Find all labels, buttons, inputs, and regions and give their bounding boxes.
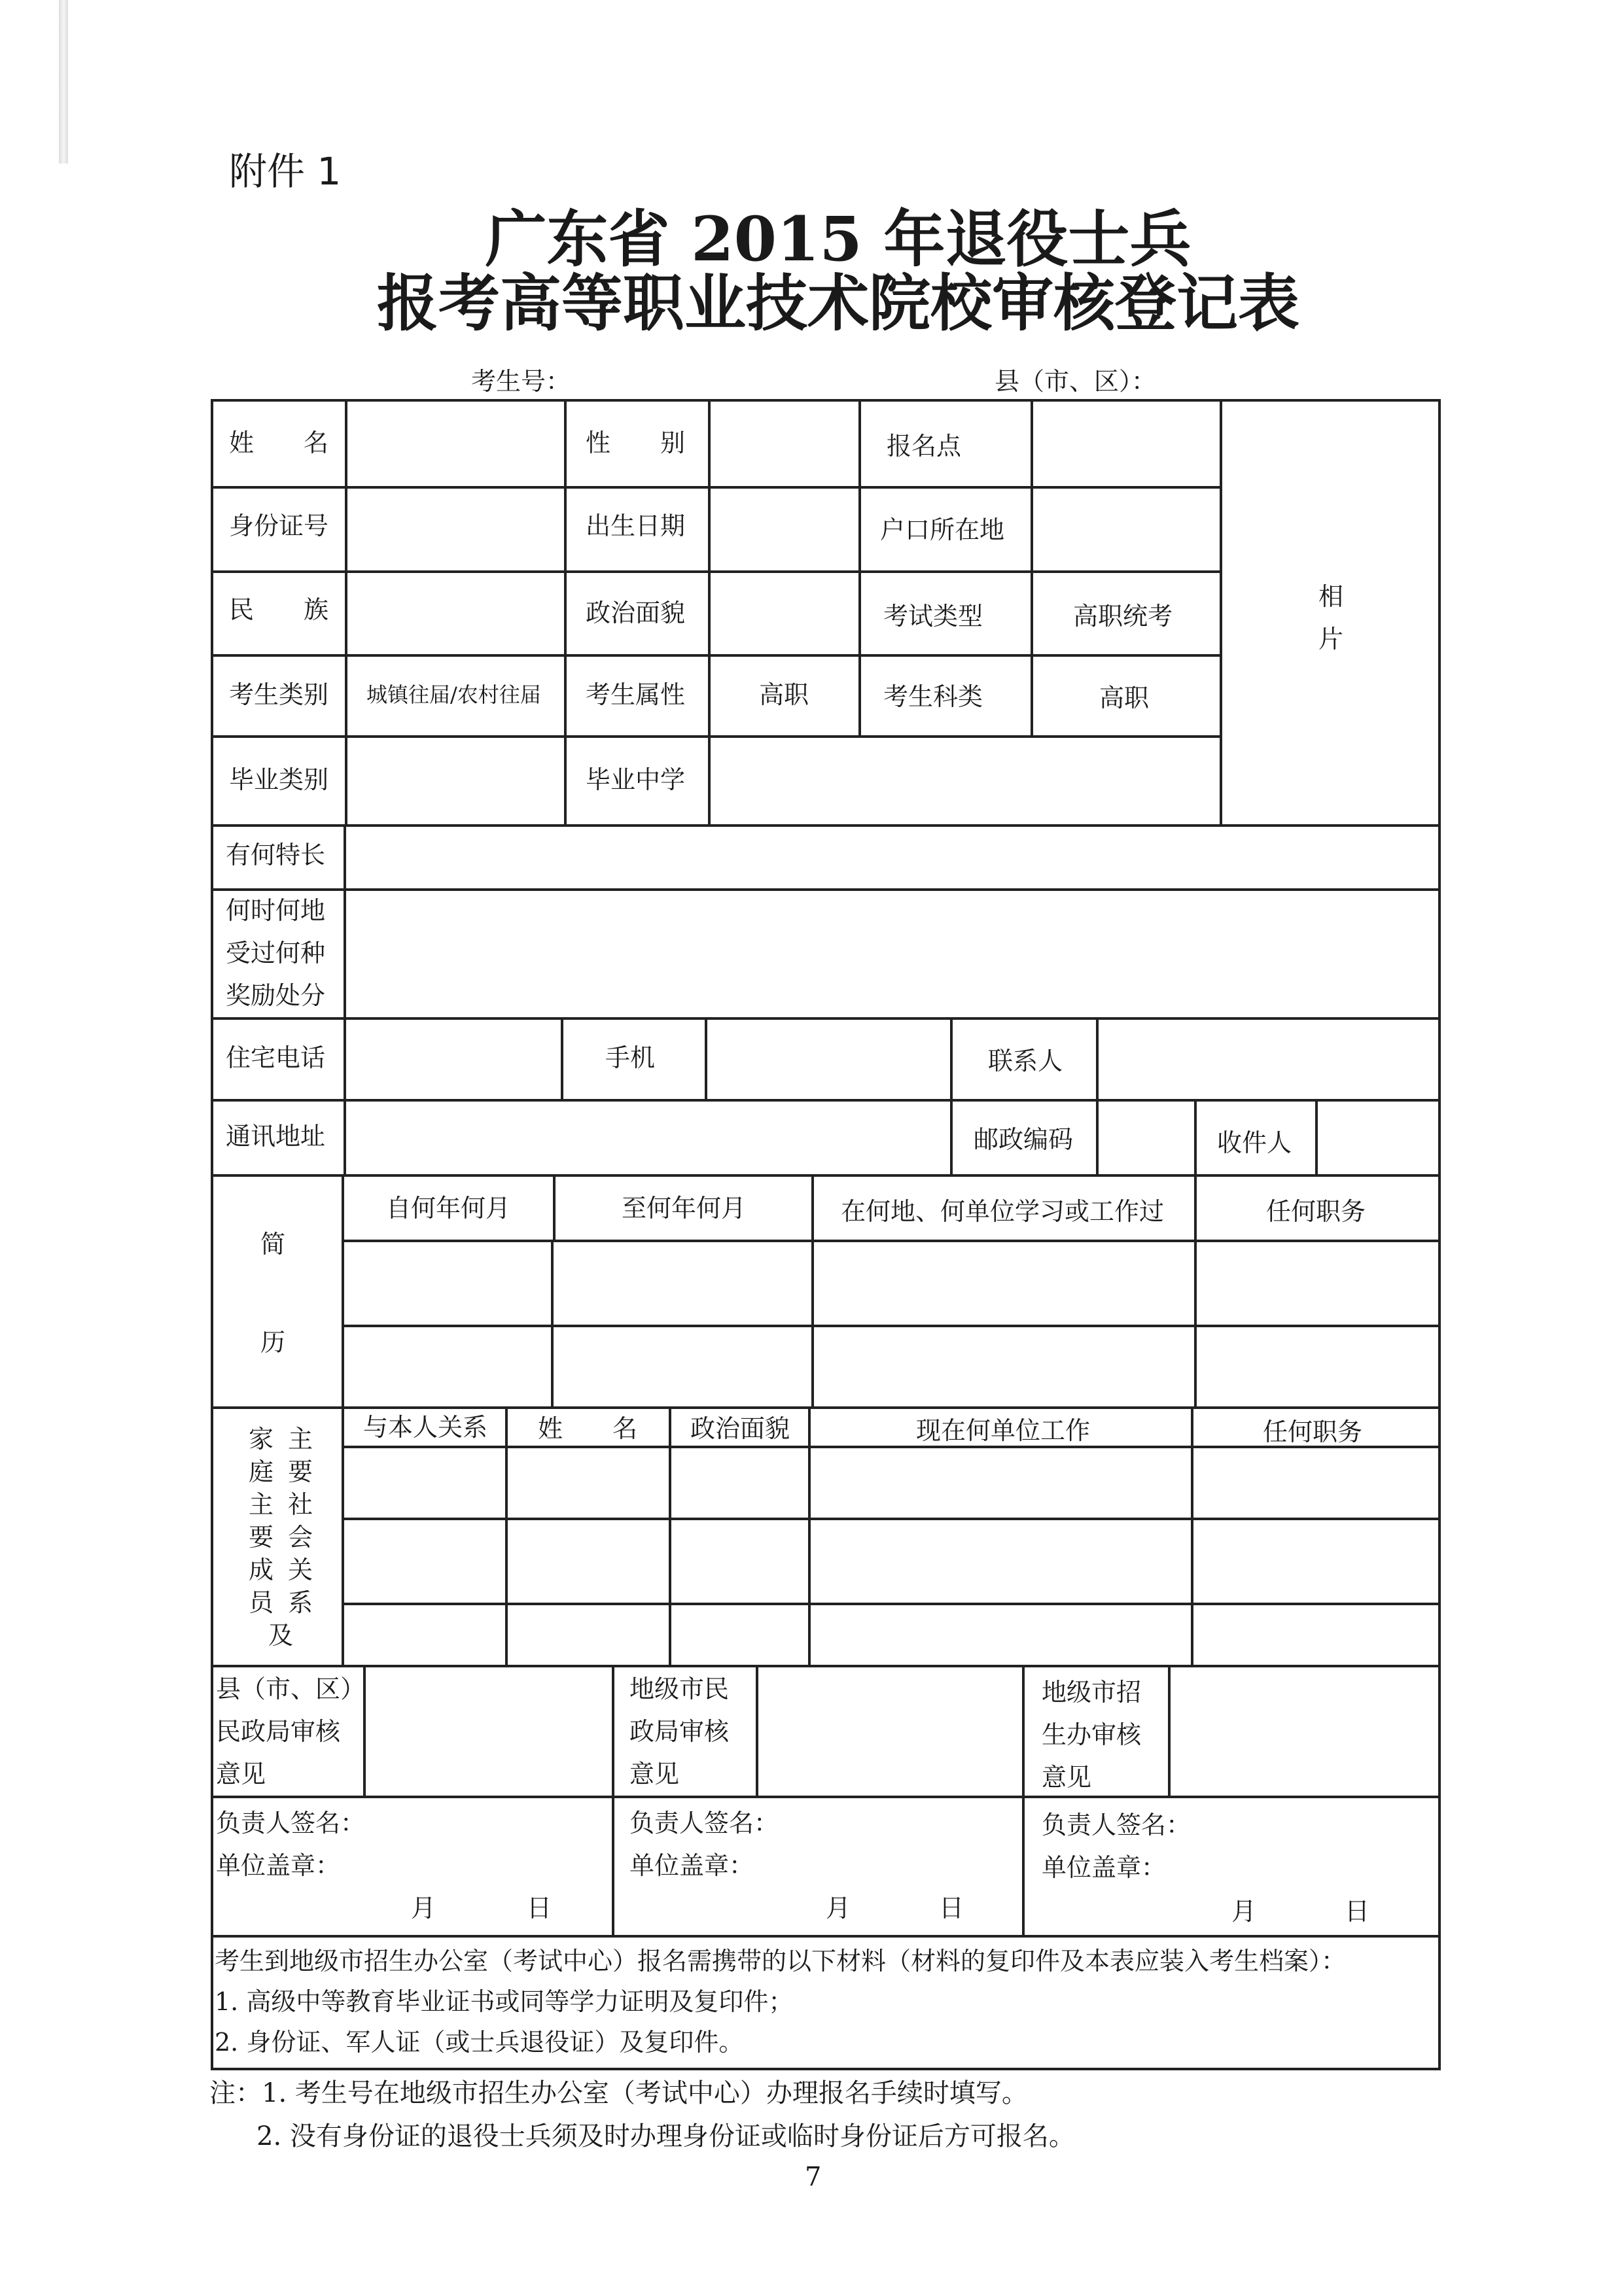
label-ethnic: 民 族 (229, 595, 329, 624)
county-label: 县（市、区）： (995, 367, 1157, 396)
label-postcode: 邮政编码 (974, 1125, 1074, 1154)
student-category-value: 城镇往届/农村往届 (366, 682, 541, 707)
month-label-2: 月 (826, 1894, 851, 1922)
city-admission-review-2: 生办审核 (1042, 1720, 1142, 1749)
attachment-label: 附件 1 (229, 149, 342, 194)
social-char-6: 系 (288, 1588, 313, 1617)
family-char-1: 家 (249, 1425, 274, 1453)
label-address: 通讯地址 (226, 1122, 326, 1151)
label-home-phone: 住宅电话 (226, 1043, 326, 1072)
label-hukou: 户口所在地 (880, 515, 1005, 544)
label-name: 姓 名 (229, 428, 329, 457)
label-talent: 有何特长 (226, 841, 326, 869)
label-where: 在何地、何单位学习或工作过 (841, 1197, 1165, 1226)
sign-label-2: 负责人签名： (629, 1809, 779, 1837)
label-position: 任何职务 (1266, 1197, 1366, 1226)
label-student-attribute: 考生属性 (586, 680, 686, 709)
family-char-3: 主 (249, 1490, 274, 1519)
scan-edge (59, 0, 68, 164)
label-relation: 与本人关系 (363, 1413, 488, 1442)
label-resume-1: 简 (260, 1230, 286, 1259)
label-id-number: 身份证号 (229, 512, 329, 540)
page-number: 7 (805, 2162, 822, 2192)
subject-value: 高职 (1099, 684, 1150, 712)
day-label-2: 日 (939, 1894, 964, 1922)
label-gender: 性 别 (586, 428, 686, 457)
label-exam-type: 考试类型 (883, 602, 983, 631)
label-student-category: 考生类别 (229, 680, 329, 709)
city-civil-review-1: 地级市民 (629, 1675, 730, 1703)
county-review-2: 民政局审核 (216, 1717, 341, 1746)
label-to: 至何年何月 (622, 1194, 747, 1223)
social-char-4: 会 (288, 1523, 313, 1552)
title-line-1: 广东省 2015 年退役士兵 (485, 203, 1192, 275)
photo-label-2: 片 (1318, 625, 1344, 653)
label-award-1: 何时何地 (226, 896, 326, 925)
social-char-1: 主 (288, 1425, 313, 1453)
seal-label-2: 单位盖章： (629, 1851, 754, 1880)
student-attribute-value: 高职 (759, 680, 809, 709)
city-civil-review-3: 意见 (629, 1760, 680, 1788)
day-label-1: 日 (527, 1894, 552, 1922)
label-graduation-school: 毕业中学 (586, 765, 686, 794)
label-family-name: 姓 名 (538, 1414, 638, 1443)
city-admission-review-3: 意见 (1042, 1763, 1092, 1792)
label-family-position: 任何职务 (1263, 1418, 1363, 1446)
month-label-3: 月 (1231, 1897, 1257, 1926)
exam-number-label: 考生号： (471, 367, 571, 396)
county-review-3: 意见 (216, 1760, 266, 1788)
materials-intro: 考生到地级市招生办公室（考试中心）报名需携带的以下材料（材料的复印件及本表应装入考生档案）： (215, 1947, 1347, 1975)
title-line-2: 报考高等职业技术院校审核登记表 (376, 268, 1299, 339)
seal-label-3: 单位盖章： (1042, 1853, 1167, 1882)
label-award-2: 受过何种 (226, 939, 326, 967)
label-receiver: 收件人 (1217, 1128, 1292, 1157)
city-civil-review-2: 政局审核 (629, 1717, 730, 1746)
family-char-6: 员 (249, 1588, 274, 1617)
family-char-7: 及 (268, 1621, 294, 1650)
photo-label-1: 相 (1318, 582, 1344, 611)
sign-label-1: 负责人签名： (216, 1809, 366, 1837)
label-birth-date: 出生日期 (586, 512, 686, 540)
note-2: 2. 没有身份证的退役士兵须及时办理身份证或临时身份证后方可报名。 (256, 2121, 1075, 2151)
sign-label-3: 负责人签名： (1042, 1811, 1192, 1839)
family-char-2: 庭 (249, 1457, 274, 1486)
label-family-political: 政治面貌 (690, 1414, 790, 1443)
social-char-3: 社 (288, 1490, 313, 1519)
label-contact: 联系人 (988, 1047, 1063, 1075)
label-registration-point: 报名点 (887, 432, 962, 461)
label-award-3: 奖励处分 (226, 981, 326, 1010)
social-char-2: 要 (288, 1457, 313, 1486)
day-label-3: 日 (1345, 1897, 1370, 1926)
label-from: 自何年何月 (386, 1194, 511, 1223)
city-admission-review-1: 地级市招 (1042, 1678, 1142, 1707)
county-review-1: 县（市、区） (216, 1675, 366, 1703)
family-char-4: 要 (249, 1523, 274, 1552)
materials-item-2: 2. 身份证、军人证（或士兵退役证）及复印件。 (215, 2028, 744, 2057)
month-label-1: 月 (411, 1894, 436, 1922)
social-char-5: 关 (288, 1556, 313, 1584)
label-resume-2: 历 (260, 1328, 286, 1357)
family-char-5: 成 (249, 1556, 274, 1584)
label-political: 政治面貌 (586, 599, 686, 627)
materials-item-1: 1. 高级中等教育毕业证书或同等学力证明及复印件； (215, 1987, 794, 2016)
label-family-work: 现在何单位工作 (916, 1416, 1091, 1445)
label-mobile: 手机 (605, 1043, 656, 1072)
note-1: 注：1. 考生号在地级市招生办公室（考试中心）办理报名手续时填写。 (209, 2078, 1028, 2108)
label-subject: 考生科类 (883, 682, 983, 711)
seal-label-1: 单位盖章： (216, 1851, 341, 1880)
label-graduation-category: 毕业类别 (229, 765, 329, 794)
exam-type-value: 高职统考 (1073, 602, 1173, 631)
